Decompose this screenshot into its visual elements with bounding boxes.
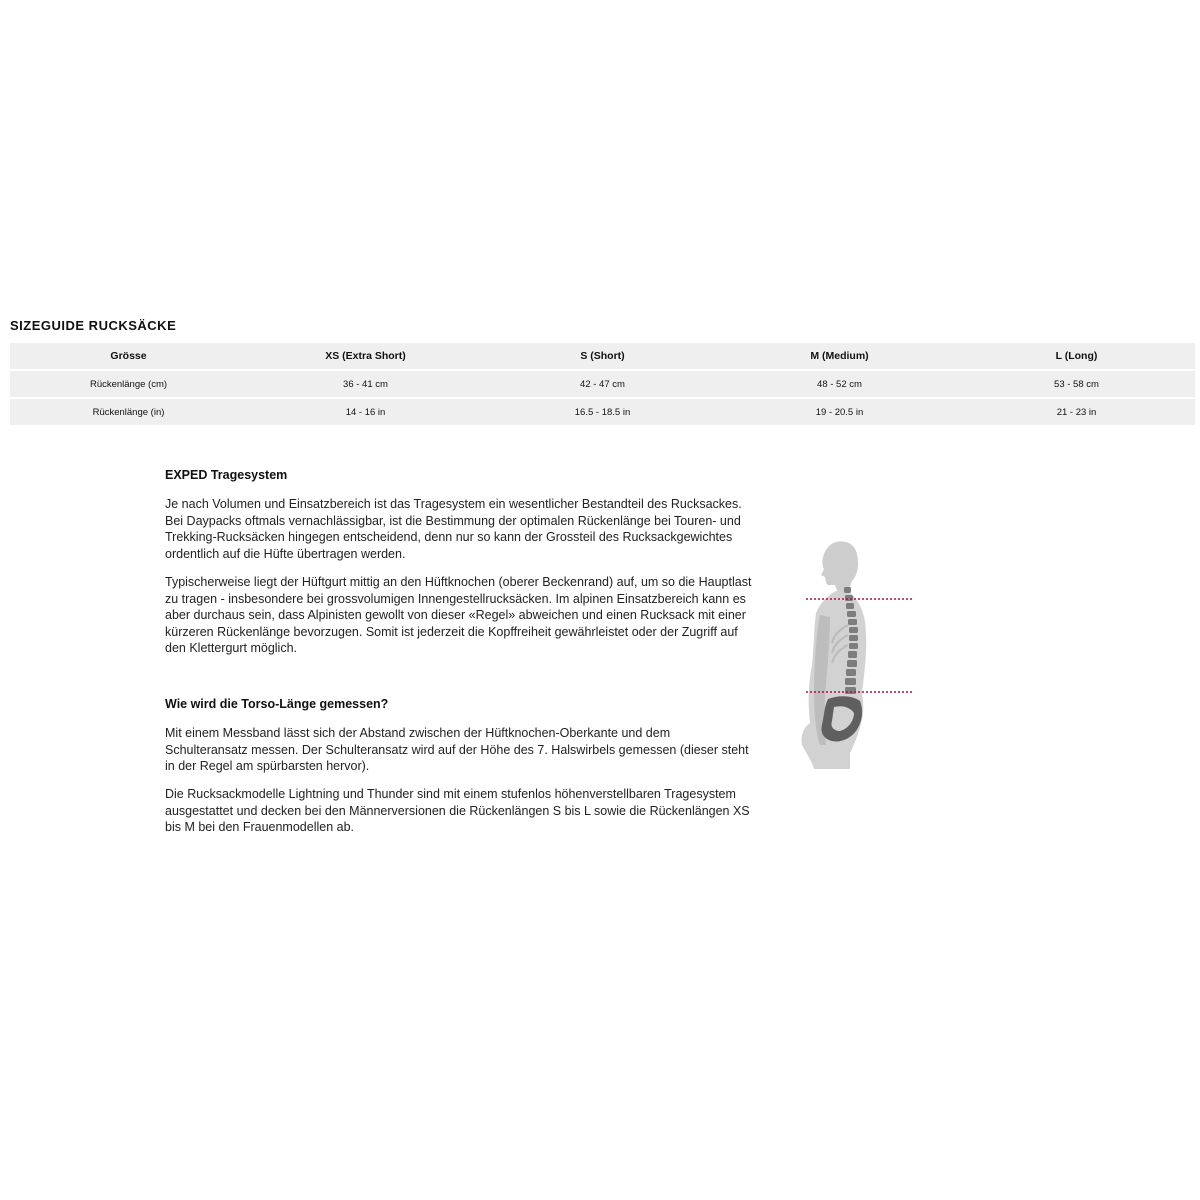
- table-header-cell: S (Short): [580, 350, 625, 362]
- section-paragraph: [165, 496, 755, 562]
- table-cell: Rückenlänge (in): [92, 406, 165, 418]
- paragraph-text: Typischerweise liegt der Hüftgurt mittig an den Hüftknochen (oberer Beckenrand) auf, um so die Hauptlast zu tragen - insbesondere bei grossvolumigen Innengestellrucksäcken. Im alpinen Einsatzbereich kann es aber durchaus sein, dass Alpinisten gewollt von dieser «Regel» abweichen und einen Rucksack mit einer kürzeren Rückenlänge bevorzugen. Somit ist jederzeit die Kopffreiheit gewährleistet oder der Zugriff auf den Klettergurt möglich.: [165, 575, 752, 656]
- section-paragraph: [165, 725, 755, 775]
- table-header-cell: M (Medium): [810, 350, 869, 362]
- table-cell: 53 - 58 cm: [1054, 378, 1099, 390]
- section-heading-tragesystem: EXPED Tragesystem: [165, 468, 288, 482]
- page-title: SIZEGUIDE RUCKSÄCKE: [10, 318, 177, 333]
- table-header-cell: Grösse: [110, 350, 147, 362]
- table-cell: 14 - 16 in: [345, 406, 386, 418]
- table-cell: Rückenlänge (cm): [89, 378, 168, 390]
- table-header-row: [10, 343, 1195, 369]
- paragraph-text: Mit einem Messband lässt sich der Abstand zwischen der Hüftknochen-Oberkante und dem Schulteransatz messen. Der Schulteransatz wird auf der Höhe des 7. Halswirbels gemessen (dieser steht in der Regel am spürbarsten hervor).: [165, 726, 749, 774]
- table-header-cell: XS (Extra Short): [325, 350, 406, 362]
- paragraph-text: Die Rucksackmodelle Lightning und Thunder sind mit einem stufenlos höhenverstellbaren Tragesystem ausgestattet und decken bei den Männerversionen die Rückenlängen S bis L sowie die Rückenlängen XS bis M bei den Frauenmodellen ab.: [165, 787, 750, 835]
- table-cell: 21 - 23 in: [1056, 406, 1097, 418]
- table-cell: 19 - 20.5 in: [815, 406, 864, 418]
- size-table: [10, 343, 1195, 427]
- table-row: [10, 371, 1195, 397]
- torso-spine-figure-icon: [790, 535, 920, 775]
- table-cell: 48 - 52 cm: [817, 378, 862, 390]
- table-row: [10, 399, 1195, 425]
- section-paragraph: [165, 786, 755, 836]
- table-cell: 42 - 47 cm: [580, 378, 625, 390]
- table-cell: 36 - 41 cm: [343, 378, 388, 390]
- paragraph-text: Je nach Volumen und Einsatzbereich ist das Tragesystem ein wesentlicher Bestandteil des Rucksackes. Bei Daypacks oftmals vernachlässigbar, ist die Bestimmung der optimalen Rückenlänge bei Touren- und Trekking-Rucksäcken hingegen entscheidend, denn nur so kann der Grossteil des Rucksackgewichtes ordentlich auf die Hüfte übertragen werden.: [165, 497, 742, 561]
- section-paragraph: [165, 574, 755, 657]
- table-header-cell: L (Long): [1055, 350, 1098, 362]
- section-heading-torso: Wie wird die Torso-Länge gemessen?: [165, 697, 389, 711]
- table-cell: 16.5 - 18.5 in: [574, 406, 631, 418]
